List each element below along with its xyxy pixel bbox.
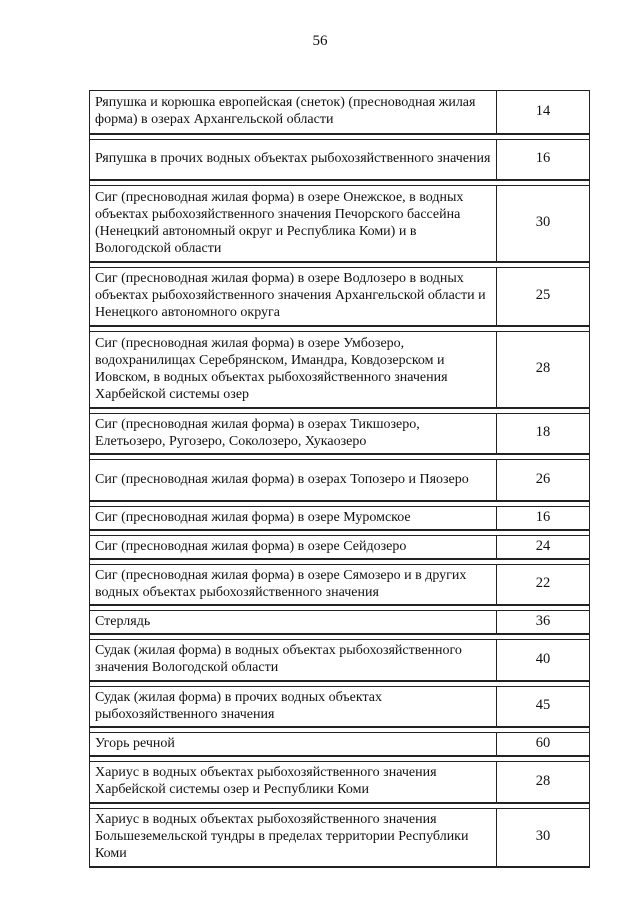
- row-name: Судак (жилая форма) в прочих водных объектах рыбохозяйственного значения: [90, 686, 497, 727]
- row-value: 28: [497, 332, 590, 408]
- row-value: 16: [497, 139, 590, 180]
- catch-table: [89, 90, 590, 868]
- table-row: [90, 460, 590, 501]
- row-name: Ряпушка в прочих водных объектах рыбохозяйственного значения: [90, 139, 497, 180]
- row-name: Угорь речной: [90, 733, 497, 757]
- row-name: Сиг (пресноводная жилая форма) в озере Муромское: [90, 506, 497, 530]
- table-row: [90, 332, 590, 408]
- row-value: 30: [497, 186, 590, 262]
- table-row: [90, 91, 590, 134]
- row-value: 40: [497, 640, 590, 681]
- row-name: Хариус в водных объектах рыбохозяйственного значения Большеземельской тундры в пределах территории Республики Коми: [90, 808, 497, 867]
- table-row: [90, 267, 590, 326]
- row-value: 16: [497, 506, 590, 530]
- row-value: 45: [497, 686, 590, 727]
- table-row: [90, 762, 590, 803]
- row-name: Сиг (пресноводная жилая форма) в озере Сейдозеро: [90, 535, 497, 559]
- row-value: 18: [497, 413, 590, 454]
- table-row: [90, 686, 590, 727]
- row-value: 36: [497, 611, 590, 635]
- table-row: [90, 640, 590, 681]
- row-name: Хариус в водных объектах рыбохозяйственного значения Харбейской системы озер и Республики Коми: [90, 762, 497, 803]
- row-value: 22: [497, 564, 590, 605]
- row-value: 14: [497, 91, 590, 134]
- table-row: [90, 186, 590, 262]
- row-name: Стерлядь: [90, 611, 497, 635]
- table-row: [90, 413, 590, 454]
- row-name: Сиг (пресноводная жилая форма) в озере Водлозеро в водных объектах рыбохозяйственного значения Архангельской области и Ненецкого автономного округа: [90, 267, 497, 326]
- table-row: [90, 808, 590, 867]
- row-name: Сиг (пресноводная жилая форма) в озерах Тикшозеро, Елетьозеро, Ругозеро, Соколозеро, Хукаозеро: [90, 413, 497, 454]
- table-row: [90, 564, 590, 605]
- row-name: Сиг (пресноводная жилая форма) в озере Онежское, в водных объектах рыбохозяйственного значения Печорского бассейна (Ненецкий автономный округ и Республика Коми) и в Вологодской области: [90, 186, 497, 262]
- row-value: 28: [497, 762, 590, 803]
- table-row: [90, 611, 590, 635]
- table-row: [90, 535, 590, 559]
- row-name: Ряпушка и корюшка европейская (снеток) (пресноводная жилая форма) в озерах Архангельской области: [90, 91, 497, 134]
- row-name: Сиг (пресноводная жилая форма) в озерах Топозеро и Пяозеро: [90, 460, 497, 501]
- row-name: Сиг (пресноводная жилая форма) в озере Умбозеро, водохранилищах Серебрянском, Имандра, Ковдозерском и Иовском, в водных объектах рыбохозяйственного значения Харбейской системы озер: [90, 332, 497, 408]
- row-value: 26: [497, 460, 590, 501]
- row-value: 25: [497, 267, 590, 326]
- table-row: [90, 506, 590, 530]
- row-name: Сиг (пресноводная жилая форма) в озере Сямозеро и в других водных объектах рыбохозяйственного значения: [90, 564, 497, 605]
- row-name: Судак (жилая форма) в водных объектах рыбохозяйственного значения Вологодской области: [90, 640, 497, 681]
- table-row: [90, 139, 590, 180]
- page-number: 56: [312, 33, 328, 49]
- table-row: [90, 733, 590, 757]
- row-value: 24: [497, 535, 590, 559]
- row-value: 30: [497, 808, 590, 867]
- row-value: 60: [497, 733, 590, 757]
- catch-table-body: [90, 91, 590, 868]
